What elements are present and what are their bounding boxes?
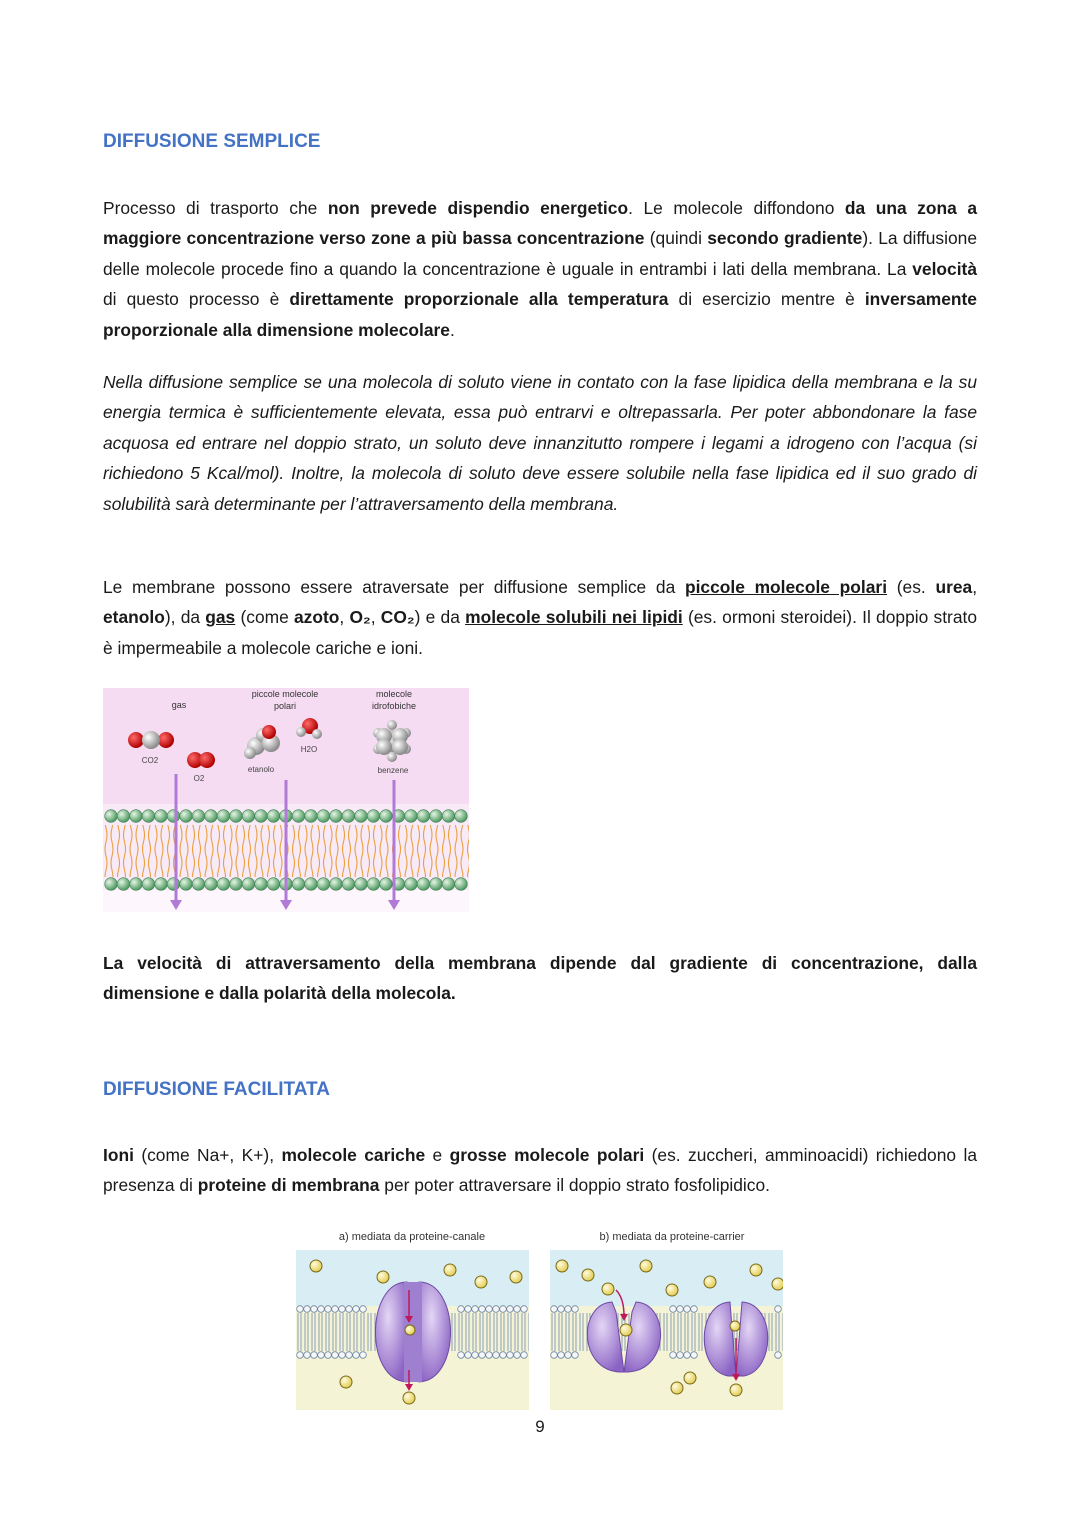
text-run: CO₂ [380,607,415,628]
text-run: non prevede dispendio energetico [327,198,629,218]
lipid-head [500,1306,507,1313]
lipid-head [670,1352,677,1359]
lipid-head [465,1352,472,1359]
text-run: (es. ormoni steroidei). Il doppio strato è impermeabile a molecole cariche e ioni. [103,607,977,658]
lipid-head [155,810,168,823]
lipid-head [105,810,118,823]
text-run: e [425,1145,450,1165]
lipid-head [117,878,130,891]
lipid-head [507,1306,514,1313]
lipid-head [691,1352,698,1359]
section-heading-facilitated-diffusion: DIFFUSIONE FACILITATA [103,1079,330,1100]
lipid-head [514,1306,521,1313]
text-run: da una zona a maggiore concentrazione verso zone a più bassa concentrazione [103,198,978,249]
lipid-head [458,1352,465,1359]
text-run: ) e da [414,607,466,628]
label-hydrophobic-1: molecole [375,689,413,699]
lipid-head [684,1352,691,1359]
lipid-head [691,1306,698,1313]
lipid-head [192,810,205,823]
lipid-head [167,878,180,891]
text-run: . [449,319,455,340]
lipid-head [430,810,443,823]
lipid-head [430,878,443,891]
text-run: ). La diffusione delle molecole procede fino a quando la concentrazione è uguale in entrambi i lati della membrana. La [103,228,977,279]
text-run: O₂ [349,607,371,628]
lipid-head [360,1352,367,1359]
lipid-head [317,810,330,823]
text-run: Ioni [103,1145,134,1165]
text-run: Processo di trasporto che [103,198,328,218]
lipid-head [117,810,130,823]
text-run: (es. [887,577,936,597]
lipid-head [493,1352,500,1359]
text-run: molecole solubili nei lipidi [465,607,683,628]
text-run: , [972,577,978,597]
text-run: secondo gradiente [707,228,863,249]
lipid-head [380,878,393,891]
lipid-head [442,878,455,891]
lipid-head [405,878,418,891]
lipid-head [380,810,393,823]
text-run: di questo processo è [103,289,290,310]
lipid-head [318,1306,325,1313]
lipid-head [355,810,368,823]
lipid-head [521,1352,528,1359]
figure-carrier-protein [550,1220,783,1410]
lipid-head [142,810,155,823]
lipid-head [572,1306,579,1313]
lipid-head [325,1352,332,1359]
lipid-head [167,810,180,823]
page-number: 9 [535,1417,545,1436]
text-run: piccole molecole polari [684,577,888,597]
paragraph-conclusion: La velocità di attraversamento della membrana dipende dal gradiente di concentrazione, dalla dimensione e dalla polarità della molecola. [103,953,977,1004]
label-h2o: H2O [300,745,318,754]
text-run: ), da [164,607,206,628]
paragraph-simple-diffusion-definition [103,193,977,345]
label-channel: a) mediata da proteine-canale [338,1231,486,1243]
lipid-head [775,1306,782,1313]
lipid-head [465,1306,472,1313]
lipid-head [355,878,368,891]
label-ethanol: etanolo [247,765,275,774]
lipid-head [292,878,305,891]
text-run: inversamente proporzionale alla dimensione molecolare [103,289,977,340]
label-small-polar-1: piccole molecole [251,689,319,699]
lipid-head [342,810,355,823]
lipid-head [346,1352,353,1359]
lipid-head [325,1306,332,1313]
lipid-head [417,810,430,823]
lipid-head [442,810,455,823]
lipid-head [311,1306,318,1313]
paragraph-facilitated-diffusion [103,1140,977,1201]
lipid-head [292,810,305,823]
lipid-head [305,878,318,891]
text-run: etanolo [103,607,165,628]
text-run: grosse molecole polari [449,1145,645,1165]
lipid-head [242,810,255,823]
text-run: (quindi [644,228,708,249]
label-co2: CO2 [141,756,159,765]
lipid-head [353,1352,360,1359]
lipid-head [486,1306,493,1313]
lipid-head [486,1352,493,1359]
label-hydrophobic-2: idrofobiche [371,701,417,711]
lipid-head [493,1306,500,1313]
lipid-head [346,1306,353,1313]
label-small-polar-2: polari [273,701,297,711]
lipid-head [332,1306,339,1313]
text-run: velocità [912,258,977,279]
text-run: proteine di membrana [197,1175,380,1196]
lipid-head [339,1352,346,1359]
text-run: direttamente proporzionale alla temperatura [289,289,669,310]
lipid-head [472,1352,479,1359]
lipid-head [521,1306,528,1313]
lipid-head [458,1306,465,1313]
lipid-head [677,1352,684,1359]
text-run: (come [235,607,294,628]
lipid-head [305,810,318,823]
lipid-head [304,1352,311,1359]
lipid-head [551,1306,558,1313]
lipid-head [311,1352,318,1359]
lipid-head [360,1306,367,1313]
figure-channel-protein [296,1220,529,1410]
lipid-head [455,810,468,823]
lipid-head [217,810,230,823]
lipid-head [405,810,418,823]
lipid-head [130,878,143,891]
label-carrier: b) mediata da proteine-carrier [599,1231,745,1243]
lipid-head [267,878,280,891]
lipid-head [304,1306,311,1313]
lipid-head [230,878,243,891]
paragraph-membrane-permeability [103,572,977,663]
co2-molecule [128,731,174,749]
figure-bilayer-simple-diffusion [103,688,469,912]
lipid-head [507,1352,514,1359]
lipid-head [479,1306,486,1313]
lipid-head [677,1306,684,1313]
label-o2: O2 [193,774,205,783]
lipid-head [479,1352,486,1359]
label-gas: gas [171,700,187,710]
lipid-head [565,1306,572,1313]
lipid-head [472,1306,479,1313]
text-run: gas [205,607,236,628]
lipid-head [267,810,280,823]
section-heading-simple-diffusion: DIFFUSIONE SEMPLICE [103,131,321,152]
lipid-head [500,1352,507,1359]
lipid-head [330,810,343,823]
lipid-head [367,878,380,891]
lipid-head [565,1352,572,1359]
text-run: di esercizio mentre è [668,289,865,310]
lipid-head [684,1306,691,1313]
lipid-head [318,1352,325,1359]
lipid-head [255,878,268,891]
lipid-head [558,1306,565,1313]
lipid-head [130,810,143,823]
lipid-head [330,878,343,891]
paragraph-simple-diffusion-detail: Nella diffusione semplice se una molecola di soluto viene in contato con la fase lipidica della membrana e la su energia termica è sufficientemente elevata, essa può entrarvi e oltrepassarla. Per poter abbondonare la fase acquosa ed entrare nel doppio strato, un soluto deve innanzitutto rompere i legami a idrogeno con l’acqua (si richiedono 5 Kcal/mol). Inoltre, la molecola di soluto deve essere solubile nella fase lipidica ed il suo grado di solubilità sarà determinante per l’attraversamento della membrana. [103,372,977,514]
text-run: (es. zuccheri, amminoacidi) richiedono la presenza di [103,1145,977,1196]
lipid-head [205,810,218,823]
lipid-head [242,878,255,891]
lipid-head [342,878,355,891]
label-benzene: benzene [377,766,409,775]
lipid-head [192,878,205,891]
lipid-head [514,1352,521,1359]
lipid-head [297,1352,304,1359]
lipid-head [230,810,243,823]
lipid-head [105,878,118,891]
lipid-head [142,878,155,891]
text-run: urea [935,577,973,597]
lipid-head [317,878,330,891]
text-run: , [370,607,381,628]
text-run: molecole cariche [281,1145,426,1165]
lipid-head [558,1352,565,1359]
lipid-head [572,1352,579,1359]
lipid-head [455,878,468,891]
lipid-head [255,810,268,823]
lipid-head [367,810,380,823]
lipid-head [180,878,193,891]
lipid-head [332,1352,339,1359]
lipid-head [417,878,430,891]
lipid-head [775,1352,782,1359]
text-run: , [339,607,350,628]
text-run: azoto [294,607,340,628]
lipid-head [353,1306,360,1313]
text-run: . Le molecole diffondono [628,198,845,218]
text-run: (come Na+, K+), [133,1145,282,1165]
lipid-head [551,1352,558,1359]
lipid-head [339,1306,346,1313]
text-run: Le membrane possono essere atraversate per diffusione semplice da [103,577,685,597]
lipid-head [297,1306,304,1313]
lipid-head [670,1306,677,1313]
text-run: per poter attraversare il doppio strato fosfolipidico. [379,1175,770,1196]
lipid-head [205,878,218,891]
lipid-head [155,878,168,891]
lipid-head [180,810,193,823]
lipid-head [217,878,230,891]
